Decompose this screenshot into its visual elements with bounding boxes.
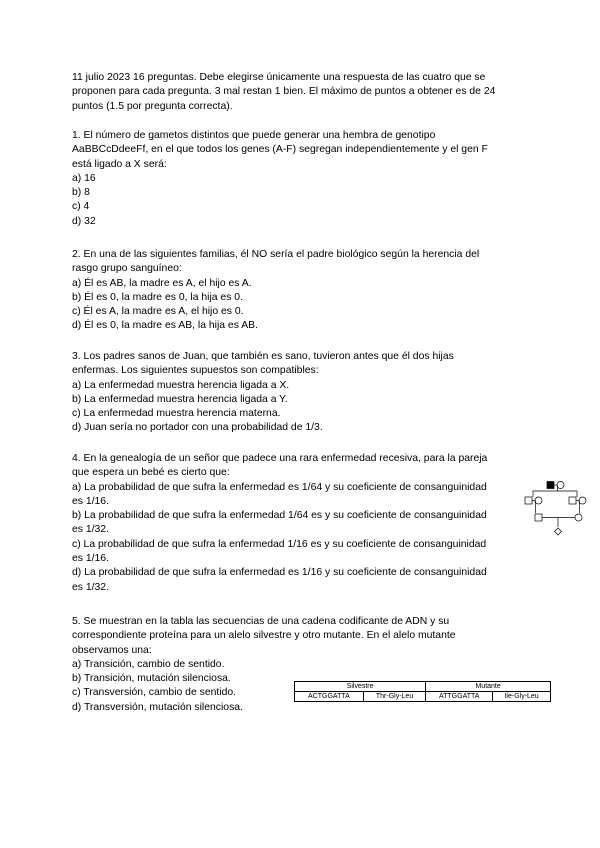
question-text: AaBBCcDdeeFf, en el que todos los genes (A-F) segregan independientemente y el gen F bbox=[72, 144, 488, 156]
answer-option: a) La probabilidad de que sufra la enfermedad es 1/64 y su coeficiente de consanguinidad bbox=[72, 481, 487, 493]
answer-option: d) La probabilidad de que sufra la enfermedad es 1/16 y su coeficiente de consanguinidad bbox=[72, 567, 487, 579]
sequence-table bbox=[294, 681, 551, 702]
unknown-sex-symbol bbox=[555, 528, 562, 535]
answer-option: c) 4 bbox=[72, 201, 90, 213]
silvestre-protein-cell: Thr-Gly-Leu bbox=[363, 692, 425, 702]
question-text: enfermas. Los siguientes supuestos son compatibles: bbox=[72, 365, 319, 377]
question-text: 4. En la genealogía de un señor que padece una rara enfermedad recesiva, para la pareja bbox=[72, 453, 488, 464]
answer-option: a) 16 bbox=[72, 172, 96, 184]
question-text: correspondiente proteína para un alelo silvestre y otro mutante. En el alelo mutante bbox=[72, 630, 456, 642]
answer-option: c) Él es A, la madre es A, el hijo es 0. bbox=[72, 306, 244, 318]
affected-male-symbol bbox=[547, 482, 554, 489]
instructions-line: puntos (1.5 por pregunta correcta). bbox=[72, 100, 233, 112]
answer-option: b) Él es 0, la madre es 0, la hija es 0. bbox=[72, 291, 243, 303]
answer-option: d) Transversión, mutación silenciosa. bbox=[72, 701, 243, 713]
answer-option: b) Transición, mutación silenciosa. bbox=[72, 673, 231, 685]
answer-option: es 1/16. bbox=[72, 553, 109, 565]
question-text: 5. Se muestran en la tabla las secuencias de una cadena codificante de ADN y su bbox=[72, 616, 450, 627]
answer-option: a) Él es AB, la madre es A, el hijo es A. bbox=[72, 277, 252, 289]
question-text: que espera un bebé es cierto que: bbox=[72, 467, 230, 479]
answer-option: c) Transversión, cambio de sentido. bbox=[72, 687, 237, 699]
answer-option: es 1/32. bbox=[72, 581, 109, 593]
answer-option: es 1/32. bbox=[72, 524, 109, 536]
male-symbol bbox=[535, 514, 542, 521]
answer-option: b) La enfermedad muestra herencia ligada a Y. bbox=[72, 393, 288, 405]
mutante-protein-cell: Ile-Gly-Leu bbox=[493, 692, 551, 702]
question-text: 1. El número de gametos distintos que puede generar una hembra de genotipo bbox=[72, 130, 436, 141]
pedigree-diagram bbox=[522, 479, 588, 541]
question-1 bbox=[72, 129, 532, 229]
male-symbol bbox=[525, 497, 532, 504]
answer-option: d) Juan sería no portador con una probabilidad de 1/3. bbox=[72, 422, 323, 434]
answer-option: d) Él es 0, la madre es AB, la hija es AB. bbox=[72, 320, 258, 332]
instructions-line: 11 julio 2023 16 preguntas. Debe elegirse únicamente una respuesta de las cuatro que se bbox=[72, 72, 486, 83]
answer-option: b) 8 bbox=[72, 187, 90, 199]
question-4 bbox=[72, 452, 532, 595]
question-text: rasgo grupo sanguíneo: bbox=[72, 263, 182, 275]
question-text: observamos una: bbox=[72, 644, 152, 656]
exam-instructions bbox=[72, 71, 532, 114]
question-text: 2. En una de las siguientes familias, él NO sería el padre biológico según la herencia del bbox=[72, 249, 480, 260]
table-header-row bbox=[295, 682, 551, 692]
answer-option: c) La enfermedad muestra herencia materna. bbox=[72, 408, 281, 420]
male-symbol bbox=[569, 497, 576, 504]
table-row bbox=[295, 692, 551, 702]
question-text: está ligado a X será: bbox=[72, 158, 167, 170]
question-text: 3. Los padres sanos de Juan, que también es sano, tuvieron antes que él dos hijas bbox=[72, 351, 454, 362]
answer-option: a) Transición, cambio de sentido. bbox=[72, 658, 225, 670]
female-symbol bbox=[575, 514, 582, 521]
question-3 bbox=[72, 350, 532, 436]
header-silvestre: Silvestre bbox=[295, 682, 426, 692]
answer-option: a) La enfermedad muestra herencia ligada a X. bbox=[72, 379, 290, 391]
female-symbol bbox=[535, 497, 542, 504]
female-symbol bbox=[557, 482, 564, 489]
answer-option: d) 32 bbox=[72, 215, 96, 227]
header-mutante: Mutante bbox=[426, 682, 551, 692]
instructions-line: proponen para cada pregunta. 3 mal restan 1 bien. El máximo de puntos a obtener es de 24 bbox=[72, 86, 496, 98]
mutante-dna-cell: ATTGGATTA bbox=[426, 692, 493, 702]
silvestre-dna-cell: ACTGGATTA bbox=[295, 692, 364, 702]
answer-option: es 1/16. bbox=[72, 495, 109, 507]
answer-option: c) La probabilidad de que sufra la enfermedad 1/16 es y su coeficiente de consanguinidad bbox=[72, 538, 487, 550]
answer-option: b) La probabilidad de que sufra la enfermedad 1/64 es y su coeficiente de consanguinidad bbox=[72, 510, 487, 522]
female-symbol bbox=[579, 497, 586, 504]
question-2 bbox=[72, 248, 532, 334]
